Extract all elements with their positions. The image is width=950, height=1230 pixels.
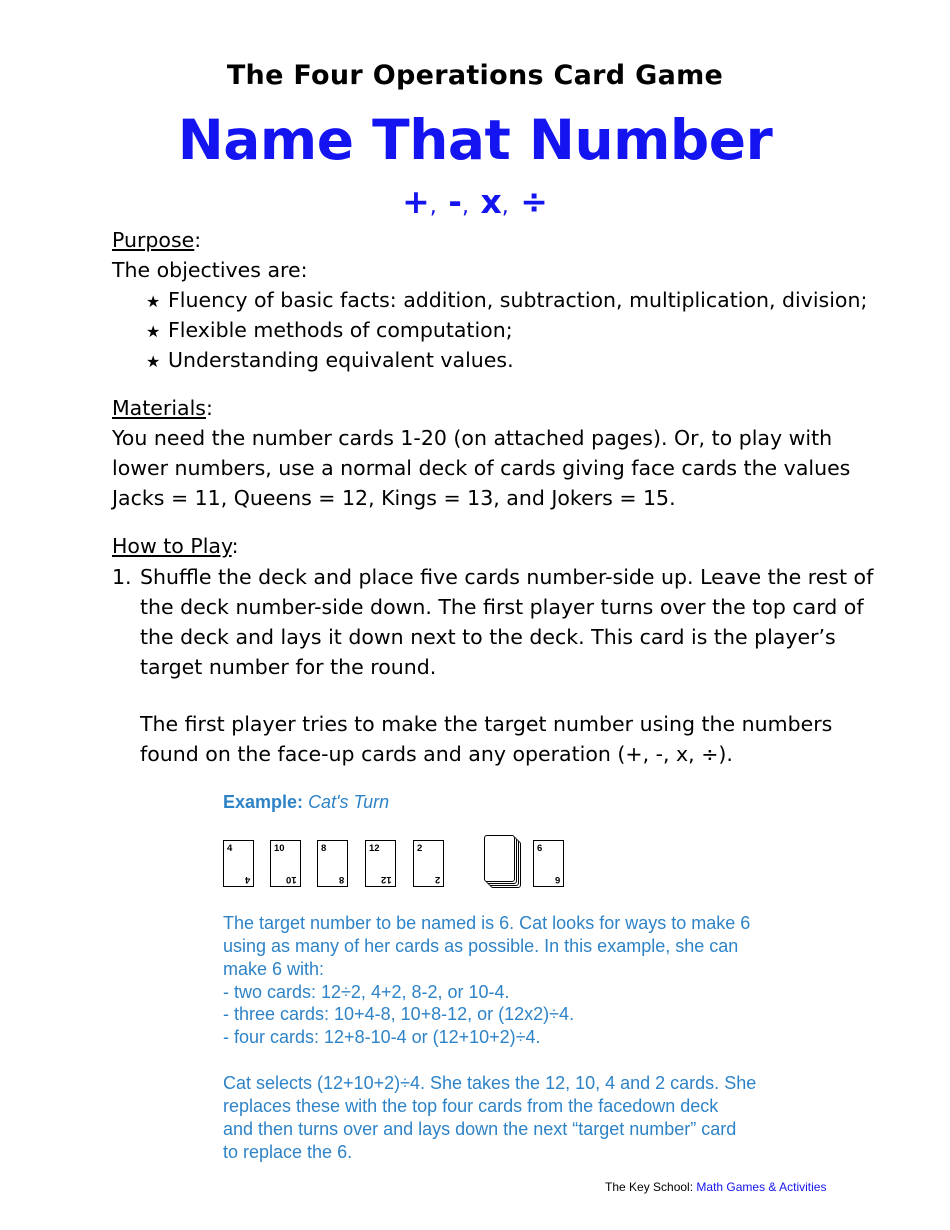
example-caption: Cat's Turn <box>308 792 390 812</box>
bullet-text: Flexible methods of computation; <box>168 318 513 342</box>
number-card <box>365 840 396 887</box>
purpose-heading <box>112 225 201 255</box>
bullet-text: Understanding equivalent values. <box>168 348 514 372</box>
card-value: 8 <box>321 843 327 854</box>
card-value: 2 <box>417 843 423 854</box>
card-value-inverted: 12 <box>381 874 392 885</box>
step-line: the deck number-side down. The first player turns over the top card of <box>140 595 864 619</box>
example-line: and then turns over and lays down the next “target number” card <box>223 1119 737 1139</box>
purpose-heading-label: Purpose <box>112 228 195 252</box>
colon: : <box>231 534 239 558</box>
number-card <box>270 840 301 887</box>
deck-card <box>484 835 515 882</box>
star-icon: ★ <box>146 322 161 341</box>
operations-line <box>0 182 950 221</box>
step-line: target number for the round. <box>140 655 437 679</box>
number-card <box>413 840 444 887</box>
step-line: the deck and lays it down next to the deck. This card is the player’s <box>140 625 836 649</box>
minus-symbol: - <box>448 182 462 221</box>
example-line: make 6 with: <box>223 959 325 979</box>
separator: , <box>501 194 509 219</box>
step-number: 1. <box>112 565 132 589</box>
footer-link[interactable]: Math Games & Activities <box>696 1180 827 1194</box>
example-line: Cat selects (12+10+2)÷4. She takes the 12, 10, 4 and 2 cards. She <box>223 1073 757 1093</box>
example-line: replaces these with the top four cards from the facedown deck <box>223 1096 719 1116</box>
card-value-inverted: 8 <box>338 874 344 885</box>
example-line: using as many of her cards as possible. In this example, she can <box>223 936 739 956</box>
how-to-play-heading-label: How to Play <box>112 534 232 558</box>
footer <box>605 1180 826 1194</box>
number-card <box>317 840 348 887</box>
how-to-play-heading <box>112 531 239 561</box>
times-symbol: x <box>480 182 502 221</box>
purpose-bullet <box>146 345 514 377</box>
example-line: - three cards: 10+4-8, 10+8-12, or (12x2)÷4. <box>223 1004 575 1024</box>
plus-symbol: + <box>402 182 430 221</box>
colon: : <box>205 396 213 420</box>
page-title: Name That Number <box>177 108 773 172</box>
example-line: - four cards: 12+8-10-4 or (12+10+2)÷4. <box>223 1027 541 1047</box>
example-heading <box>223 791 389 814</box>
step-line: The first player tries to make the target number using the numbers <box>140 712 833 736</box>
target-card <box>533 840 564 887</box>
materials-line: You need the number cards 1-20 (on attached pages). Or, to play with <box>112 426 833 450</box>
purpose-bullet <box>146 285 867 317</box>
card-value-inverted: 4 <box>244 874 250 885</box>
divide-symbol: ÷ <box>520 182 548 221</box>
card-value-inverted: 2 <box>434 874 440 885</box>
star-icon: ★ <box>146 292 161 311</box>
card-value-inverted: 6 <box>554 874 560 885</box>
materials-heading-label: Materials <box>112 396 206 420</box>
card-value: 12 <box>369 843 380 854</box>
materials-heading <box>112 393 213 423</box>
example-line: The target number to be named is 6. Cat looks for ways to make 6 <box>223 913 751 933</box>
card-value: 10 <box>274 843 285 854</box>
example-line: to replace the 6. <box>223 1142 353 1162</box>
separator: , <box>461 194 469 219</box>
footer-org: The Key School: <box>605 1180 694 1194</box>
bullet-text: Fluency of basic facts: addition, subtraction, multiplication, division; <box>168 288 868 312</box>
separator: , <box>429 194 437 219</box>
materials-line: lower numbers, use a normal deck of cards giving face cards the values <box>112 456 851 480</box>
example-label: Example: <box>223 792 304 812</box>
page-subtitle: The Four Operations Card Game <box>226 60 724 91</box>
star-icon: ★ <box>146 352 161 371</box>
number-card <box>223 840 254 887</box>
colon: : <box>194 228 202 252</box>
purpose-bullet <box>146 315 513 347</box>
purpose-intro: The objectives are: <box>112 258 308 282</box>
card-value: 4 <box>227 843 233 854</box>
card-value-inverted: 10 <box>286 874 297 885</box>
step-line: found on the face-up cards and any operation (+, -, x, ÷). <box>140 742 733 766</box>
step-line: Shuffle the deck and place five cards number-side up. Leave the rest of <box>140 565 874 589</box>
card-value: 6 <box>537 843 543 854</box>
example-line: - two cards: 12÷2, 4+2, 8-2, or 10-4. <box>223 982 510 1002</box>
materials-line: Jacks = 11, Queens = 12, Kings = 13, and Jokers = 15. <box>112 486 676 510</box>
